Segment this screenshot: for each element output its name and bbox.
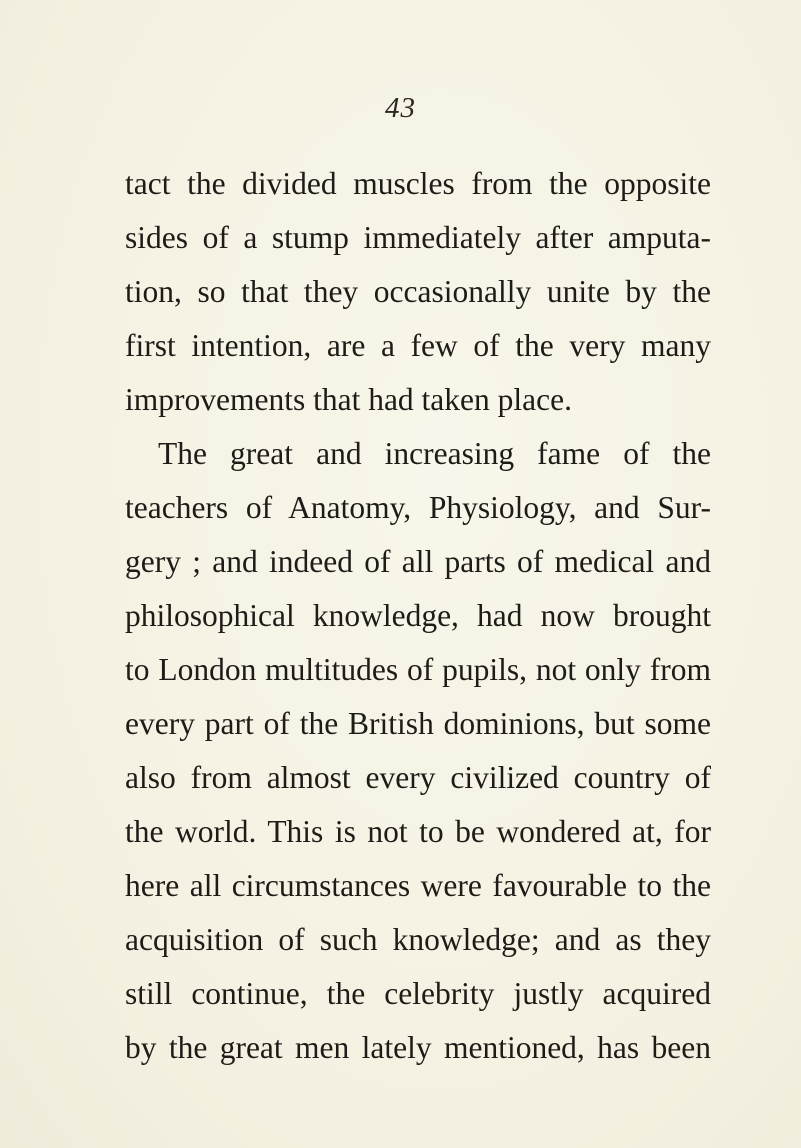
text-line: first intention, are a few of the very many [125, 328, 711, 363]
text-line: philosophical knowledge, had now brought [125, 598, 711, 633]
paragraph-end-line: improvements that had taken place. [125, 382, 572, 417]
text-line: by the great men lately mentioned, has been [125, 1030, 711, 1065]
page-number: 43 [385, 92, 416, 124]
text-line: to London multitudes of pupils, not only from [125, 652, 711, 687]
body-text [125, 157, 711, 1075]
text-line: here all circumstances were favourable to the [125, 868, 711, 903]
text-line: every part of the British dominions, but some [125, 706, 711, 741]
text-line: acquisition of such knowledge; and as they [125, 922, 711, 957]
text-line: the world. This is not to be wondered at, for [125, 814, 711, 849]
text-line: tact the divided muscles from the opposite [125, 166, 711, 201]
paragraph-start-line: The great and increasing fame of the [158, 436, 711, 471]
text-line: still continue, the celebrity justly acquired [125, 976, 711, 1011]
text-line: sides of a stump immediately after amputa- [125, 220, 711, 255]
text-line: also from almost every civilized country of [125, 760, 711, 795]
text-line: tion, so that they occasionally unite by the [125, 274, 711, 309]
text-line: teachers of Anatomy, Physiology, and Sur- [125, 490, 711, 525]
text-line: gery ; and indeed of all parts of medical and [125, 544, 711, 579]
